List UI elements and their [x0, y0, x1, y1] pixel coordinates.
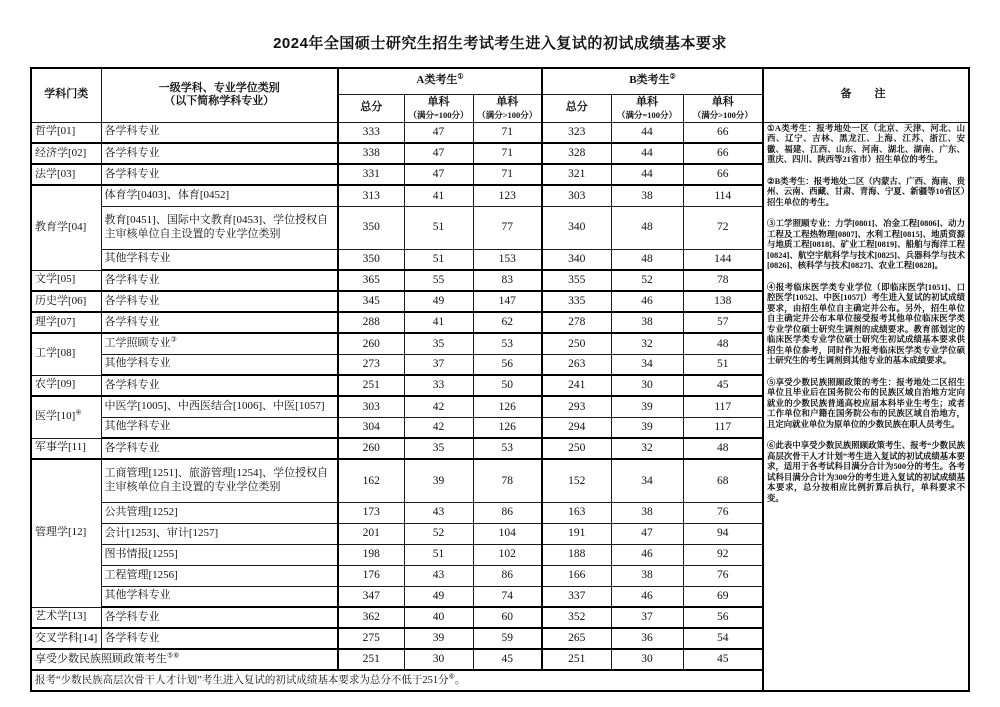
score-cell: 45: [683, 375, 763, 396]
score-cell: 47: [611, 523, 683, 544]
score-cell: 53: [473, 333, 542, 354]
header-major-line1: 一级学科、专业学位类别: [158, 81, 280, 94]
remark-note: ④报考临床医学类专业学位（即临床医学[1051]、口腔医学[1052]、中医[1057]）考生进入复试的初试成绩要求，由招生单位自主确定并公布。另外，招生单位自主确定并公布本单位接受报考其他单位临床医学类专业学位硕士研究生调剂的成绩要求。教育部划定的临床医学类专业学位硕士研究生初试成绩基本要求供招生单位参考，同时作为报考临床医学类专业学位硕士研究生的考生调剂到其他专业的基本成绩要求。: [767, 282, 966, 365]
header-row-1: [31, 68, 969, 94]
score-cell: 166: [542, 565, 611, 586]
score-cell: 323: [542, 122, 611, 143]
category-cell: 教育学[04]: [31, 185, 101, 270]
header-a-single-gt-label: 单科: [496, 95, 519, 108]
major-cell: 中医学[1005]、中西医结合[1006]、中医[1057]: [101, 396, 338, 417]
score-cell: 126: [473, 417, 542, 438]
score-cell: 41: [404, 185, 473, 206]
header-b-single-eq-label: 单科: [636, 95, 659, 108]
score-cell: 251: [338, 649, 404, 670]
score-cell: 338: [338, 143, 404, 164]
score-cell: 251: [542, 649, 611, 670]
score-cell: 42: [404, 417, 473, 438]
score-cell: 241: [542, 375, 611, 396]
score-cell: 250: [542, 333, 611, 354]
score-cell: 345: [338, 291, 404, 312]
score-cell: 56: [683, 607, 763, 628]
score-cell: 275: [338, 628, 404, 649]
major-cell: 各学科专业: [101, 607, 338, 628]
score-cell: 288: [338, 312, 404, 333]
header-b-single-gt-label: 单科: [711, 95, 734, 108]
score-cell: 46: [611, 291, 683, 312]
score-cell: 92: [683, 544, 763, 565]
score-cell: 48: [611, 206, 683, 249]
score-cell: 48: [611, 249, 683, 270]
score-cell: 59: [473, 628, 542, 649]
score-cell: 45: [683, 649, 763, 670]
score-cell: 34: [611, 459, 683, 502]
header-a-single-gt-sub: （满分>100分）: [477, 109, 538, 120]
score-cell: 38: [611, 185, 683, 206]
score-cell: 138: [683, 291, 763, 312]
score-cell: 263: [542, 354, 611, 375]
score-cell: 55: [404, 270, 473, 291]
remark-note: ⑤享受少数民族照顾政策的考生：报考地处二区招生单位且毕业后在国务院公布的民族区域自治地方定向就业的少数民族普通高校应届本科毕业生考生；或者工作单位和户籍在国务院公布的民族区域自治地方，且定向就业单位为原单位的少数民族在职人员考生。: [767, 377, 966, 429]
score-cell: 102: [473, 544, 542, 565]
major-cell: 各学科专业: [101, 143, 338, 164]
score-cell: 66: [683, 122, 763, 143]
score-cell: 71: [473, 143, 542, 164]
score-cell: 36: [611, 628, 683, 649]
score-cell: 42: [404, 396, 473, 417]
category-cell: 文学[05]: [31, 270, 101, 291]
major-cell: 体育学[0403]、体育[0452]: [101, 185, 338, 206]
header-b-single-gt-sub: （满分>100分）: [692, 109, 753, 120]
category-cell: 法学[03]: [31, 164, 101, 185]
score-cell: 114: [683, 185, 763, 206]
score-cell: 35: [404, 333, 473, 354]
header-b-single-eq-sub: （满分=100分）: [616, 109, 678, 120]
major-cell: 其他学科专业: [101, 249, 338, 270]
score-cell: 117: [683, 396, 763, 417]
major-cell: [101, 333, 338, 354]
score-cell: 260: [338, 333, 404, 354]
major-cell: 教育[0451]、国际中文教育[0453]、学位授权自主审核单位自主设置的专业学位类别: [101, 206, 338, 249]
score-cell: 39: [404, 628, 473, 649]
score-cell: 340: [542, 206, 611, 249]
major-cell: 工程管理[1256]: [101, 565, 338, 586]
score-cell: 35: [404, 438, 473, 459]
score-cell: 152: [542, 459, 611, 502]
major-label: 工学照顾专业: [104, 336, 171, 349]
category-sup: ④: [75, 408, 82, 417]
category-cell: 历史学[06]: [31, 291, 101, 312]
score-cell: 69: [683, 586, 763, 607]
score-cell: 333: [338, 122, 404, 143]
major-cell: 各学科专业: [101, 270, 338, 291]
score-cell: 44: [611, 122, 683, 143]
score-cell: 147: [473, 291, 542, 312]
header-b-single-gt: [683, 94, 763, 122]
major-cell: 其他学科专业: [101, 354, 338, 375]
score-cell: 117: [683, 417, 763, 438]
score-cell: 350: [338, 206, 404, 249]
header-group-a: [338, 68, 542, 94]
score-cell: 176: [338, 565, 404, 586]
score-cell: 74: [473, 586, 542, 607]
score-cell: 278: [542, 312, 611, 333]
score-cell: 198: [338, 544, 404, 565]
major-cell: 其他学科专业: [101, 417, 338, 438]
score-cell: 72: [683, 206, 763, 249]
score-cell: 62: [473, 312, 542, 333]
score-cell: 126: [473, 396, 542, 417]
score-cell: 68: [683, 459, 763, 502]
score-cell: 41: [404, 312, 473, 333]
score-cell: 39: [611, 417, 683, 438]
score-cell: 34: [611, 354, 683, 375]
score-cell: 303: [542, 185, 611, 206]
header-a-total: 总分: [338, 94, 404, 122]
score-cell: 144: [683, 249, 763, 270]
score-requirements-table: [30, 67, 970, 692]
score-cell: 163: [542, 502, 611, 523]
table-row: [31, 122, 969, 143]
score-cell: 37: [404, 354, 473, 375]
header-major-line2: （以下简称学科专业）: [164, 95, 275, 108]
header-category: 学科门类: [31, 68, 101, 122]
major-cell: 各学科专业: [101, 164, 338, 185]
score-cell: 153: [473, 249, 542, 270]
remark-note: ⑥此表中享受少数民族照顾政策考生、报考“少数民族高层次骨干人才计划”考生进入复试的初试成绩基本要求，适用于各考试科目满分合计为500分的考生。各考试科目满分合计为300分的考生进入复试的初试成绩基本要求，总分按相应比例折算后执行，单科要求不变。: [767, 441, 966, 503]
score-cell: 30: [611, 649, 683, 670]
major-cell: 各学科专业: [101, 628, 338, 649]
major-cell: 图书情报[1255]: [101, 544, 338, 565]
category-cell: 管理学[12]: [31, 459, 101, 607]
score-cell: 47: [404, 122, 473, 143]
policy-sup: ⑤⑥: [167, 650, 180, 659]
major-cell: 工商管理[1251]、旅游管理[1254]、学位授权自主审核单位自主设置的专业学位类别: [101, 459, 338, 502]
major-cell: 其他学科专业: [101, 586, 338, 607]
header-b-total: 总分: [542, 94, 611, 122]
score-cell: 94: [683, 523, 763, 544]
score-cell: 173: [338, 502, 404, 523]
score-cell: 51: [404, 249, 473, 270]
category-cell: 哲学[01]: [31, 122, 101, 143]
score-cell: 38: [611, 565, 683, 586]
score-cell: 86: [473, 565, 542, 586]
header-a-single-gt: [473, 94, 542, 122]
score-cell: 347: [338, 586, 404, 607]
score-cell: 51: [404, 544, 473, 565]
category-cell: 理学[07]: [31, 312, 101, 333]
score-cell: 77: [473, 206, 542, 249]
score-cell: 48: [683, 333, 763, 354]
policy-label: 享受少数民族照顾政策考生: [35, 652, 167, 665]
score-cell: 104: [473, 523, 542, 544]
score-cell: 335: [542, 291, 611, 312]
score-cell: 265: [542, 628, 611, 649]
score-cell: 60: [473, 607, 542, 628]
remark-note: ②B类考生：报考地处二区（内蒙古、广西、海南、贵州、云南、西藏、甘肃、青海、宁夏、新疆等10省区）招生单位的考生。: [767, 176, 966, 207]
score-cell: 32: [611, 333, 683, 354]
score-cell: 48: [683, 438, 763, 459]
score-cell: 321: [542, 164, 611, 185]
score-cell: 51: [404, 206, 473, 249]
header-group-b-label: B类考生: [629, 74, 670, 87]
major-cell: 各学科专业: [101, 375, 338, 396]
score-cell: 304: [338, 417, 404, 438]
score-cell: 43: [404, 502, 473, 523]
score-cell: 251: [338, 375, 404, 396]
score-cell: 303: [338, 396, 404, 417]
score-cell: 340: [542, 249, 611, 270]
score-cell: 76: [683, 565, 763, 586]
score-cell: 191: [542, 523, 611, 544]
score-cell: 56: [473, 354, 542, 375]
score-cell: 37: [611, 607, 683, 628]
header-group-a-label: A类考生: [416, 74, 458, 87]
score-cell: 313: [338, 185, 404, 206]
score-cell: 50: [473, 375, 542, 396]
policy-label-cell: [31, 649, 338, 670]
score-cell: 43: [404, 565, 473, 586]
header-group-b: [542, 68, 763, 94]
category-label: 医学[10]: [35, 410, 76, 423]
score-cell: 46: [611, 586, 683, 607]
score-cell: 51: [683, 354, 763, 375]
header-a-single-eq-label: 单科: [427, 95, 450, 108]
major-cell: 各学科专业: [101, 291, 338, 312]
header-group-a-sup: ①: [457, 72, 464, 81]
category-cell: [31, 396, 101, 438]
header-major: [101, 68, 338, 122]
score-cell: 30: [611, 375, 683, 396]
header-b-single-eq: [611, 94, 683, 122]
score-cell: 49: [404, 586, 473, 607]
score-cell: 40: [404, 607, 473, 628]
score-cell: 53: [473, 438, 542, 459]
major-cell: 公共管理[1252]: [101, 502, 338, 523]
score-cell: 188: [542, 544, 611, 565]
major-cell: 会计[1253]、审计[1257]: [101, 523, 338, 544]
footnote-cell: [31, 670, 763, 691]
remarks-cell: [763, 122, 969, 691]
score-cell: 123: [473, 185, 542, 206]
score-cell: 83: [473, 270, 542, 291]
score-cell: 66: [683, 143, 763, 164]
score-cell: 30: [404, 649, 473, 670]
score-cell: 76: [683, 502, 763, 523]
category-cell: 农学[09]: [31, 375, 101, 396]
score-cell: 350: [338, 249, 404, 270]
score-cell: 365: [338, 270, 404, 291]
score-cell: 328: [542, 143, 611, 164]
footnote-tail: 。: [454, 674, 466, 686]
score-cell: 47: [404, 164, 473, 185]
score-cell: 78: [683, 270, 763, 291]
category-cell: 交叉学科[14]: [31, 628, 101, 649]
page-title: 2024年全国硕士研究生招生考试考生进入复试的初试成绩基本要求: [273, 35, 727, 52]
score-cell: 46: [611, 544, 683, 565]
score-cell: 337: [542, 586, 611, 607]
score-cell: 47: [404, 143, 473, 164]
major-sup: ③: [170, 335, 177, 344]
score-cell: 44: [611, 164, 683, 185]
score-cell: 355: [542, 270, 611, 291]
major-cell: 各学科专业: [101, 122, 338, 143]
category-cell: 工学[08]: [31, 333, 101, 375]
score-cell: 38: [611, 502, 683, 523]
category-cell: 经济学[02]: [31, 143, 101, 164]
score-cell: 52: [611, 270, 683, 291]
score-cell: 250: [542, 438, 611, 459]
score-cell: 86: [473, 502, 542, 523]
footnote-sup: ⑥: [448, 672, 455, 681]
score-cell: 260: [338, 438, 404, 459]
score-cell: 66: [683, 164, 763, 185]
footnote-text: 报考“少数民族高层次骨干人才计划”考生进入复试的初试成绩基本要求为总分不低于251分: [35, 674, 449, 686]
score-cell: 362: [338, 607, 404, 628]
category-cell: 军事学[11]: [31, 438, 101, 459]
header-a-single-eq-sub: （满分=100分）: [408, 109, 469, 120]
remark-note: ③工学照顾专业：力学[0801]、冶金工程[0806]、动力工程及工程热物理[0807]、水利工程[0815]、地质资源与地质工程[0818]、矿业工程[0819]、船舶与海洋工程[0824]、航空宇航科学与技术[0825]、兵器科学与技术[0826]、核科学与技术[0827]、农业工程[0828]。: [767, 219, 966, 270]
score-cell: 54: [683, 628, 763, 649]
score-cell: 44: [611, 143, 683, 164]
score-cell: 352: [542, 607, 611, 628]
header-group-b-sup: ②: [669, 72, 676, 81]
category-cell: 艺术学[13]: [31, 607, 101, 628]
score-cell: 71: [473, 164, 542, 185]
score-cell: 331: [338, 164, 404, 185]
score-cell: 162: [338, 459, 404, 502]
score-cell: 57: [683, 312, 763, 333]
score-cell: 32: [611, 438, 683, 459]
score-cell: 71: [473, 122, 542, 143]
score-cell: 38: [611, 312, 683, 333]
score-cell: 52: [404, 523, 473, 544]
header-remarks-label: 备 注: [840, 88, 892, 101]
score-cell: 45: [473, 649, 542, 670]
score-cell: 33: [404, 375, 473, 396]
score-cell: 39: [611, 396, 683, 417]
score-cell: 201: [338, 523, 404, 544]
score-cell: 273: [338, 354, 404, 375]
major-cell: 各学科专业: [101, 312, 338, 333]
score-cell: 294: [542, 417, 611, 438]
score-cell: 293: [542, 396, 611, 417]
header-a-single-eq: [404, 94, 473, 122]
remark-note: ①A类考生：报考地处一区（北京、天津、河北、山西、辽宁、吉林、黑龙江、上海、江苏、浙江、安徽、福建、江西、山东、河南、湖北、湖南、广东、重庆、四川、陕西等21省市）招生单位的考生。: [767, 123, 966, 164]
score-cell: 39: [404, 459, 473, 502]
header-remarks: [763, 68, 969, 122]
score-cell: 49: [404, 291, 473, 312]
score-cell: 78: [473, 459, 542, 502]
major-cell: 各学科专业: [101, 438, 338, 459]
